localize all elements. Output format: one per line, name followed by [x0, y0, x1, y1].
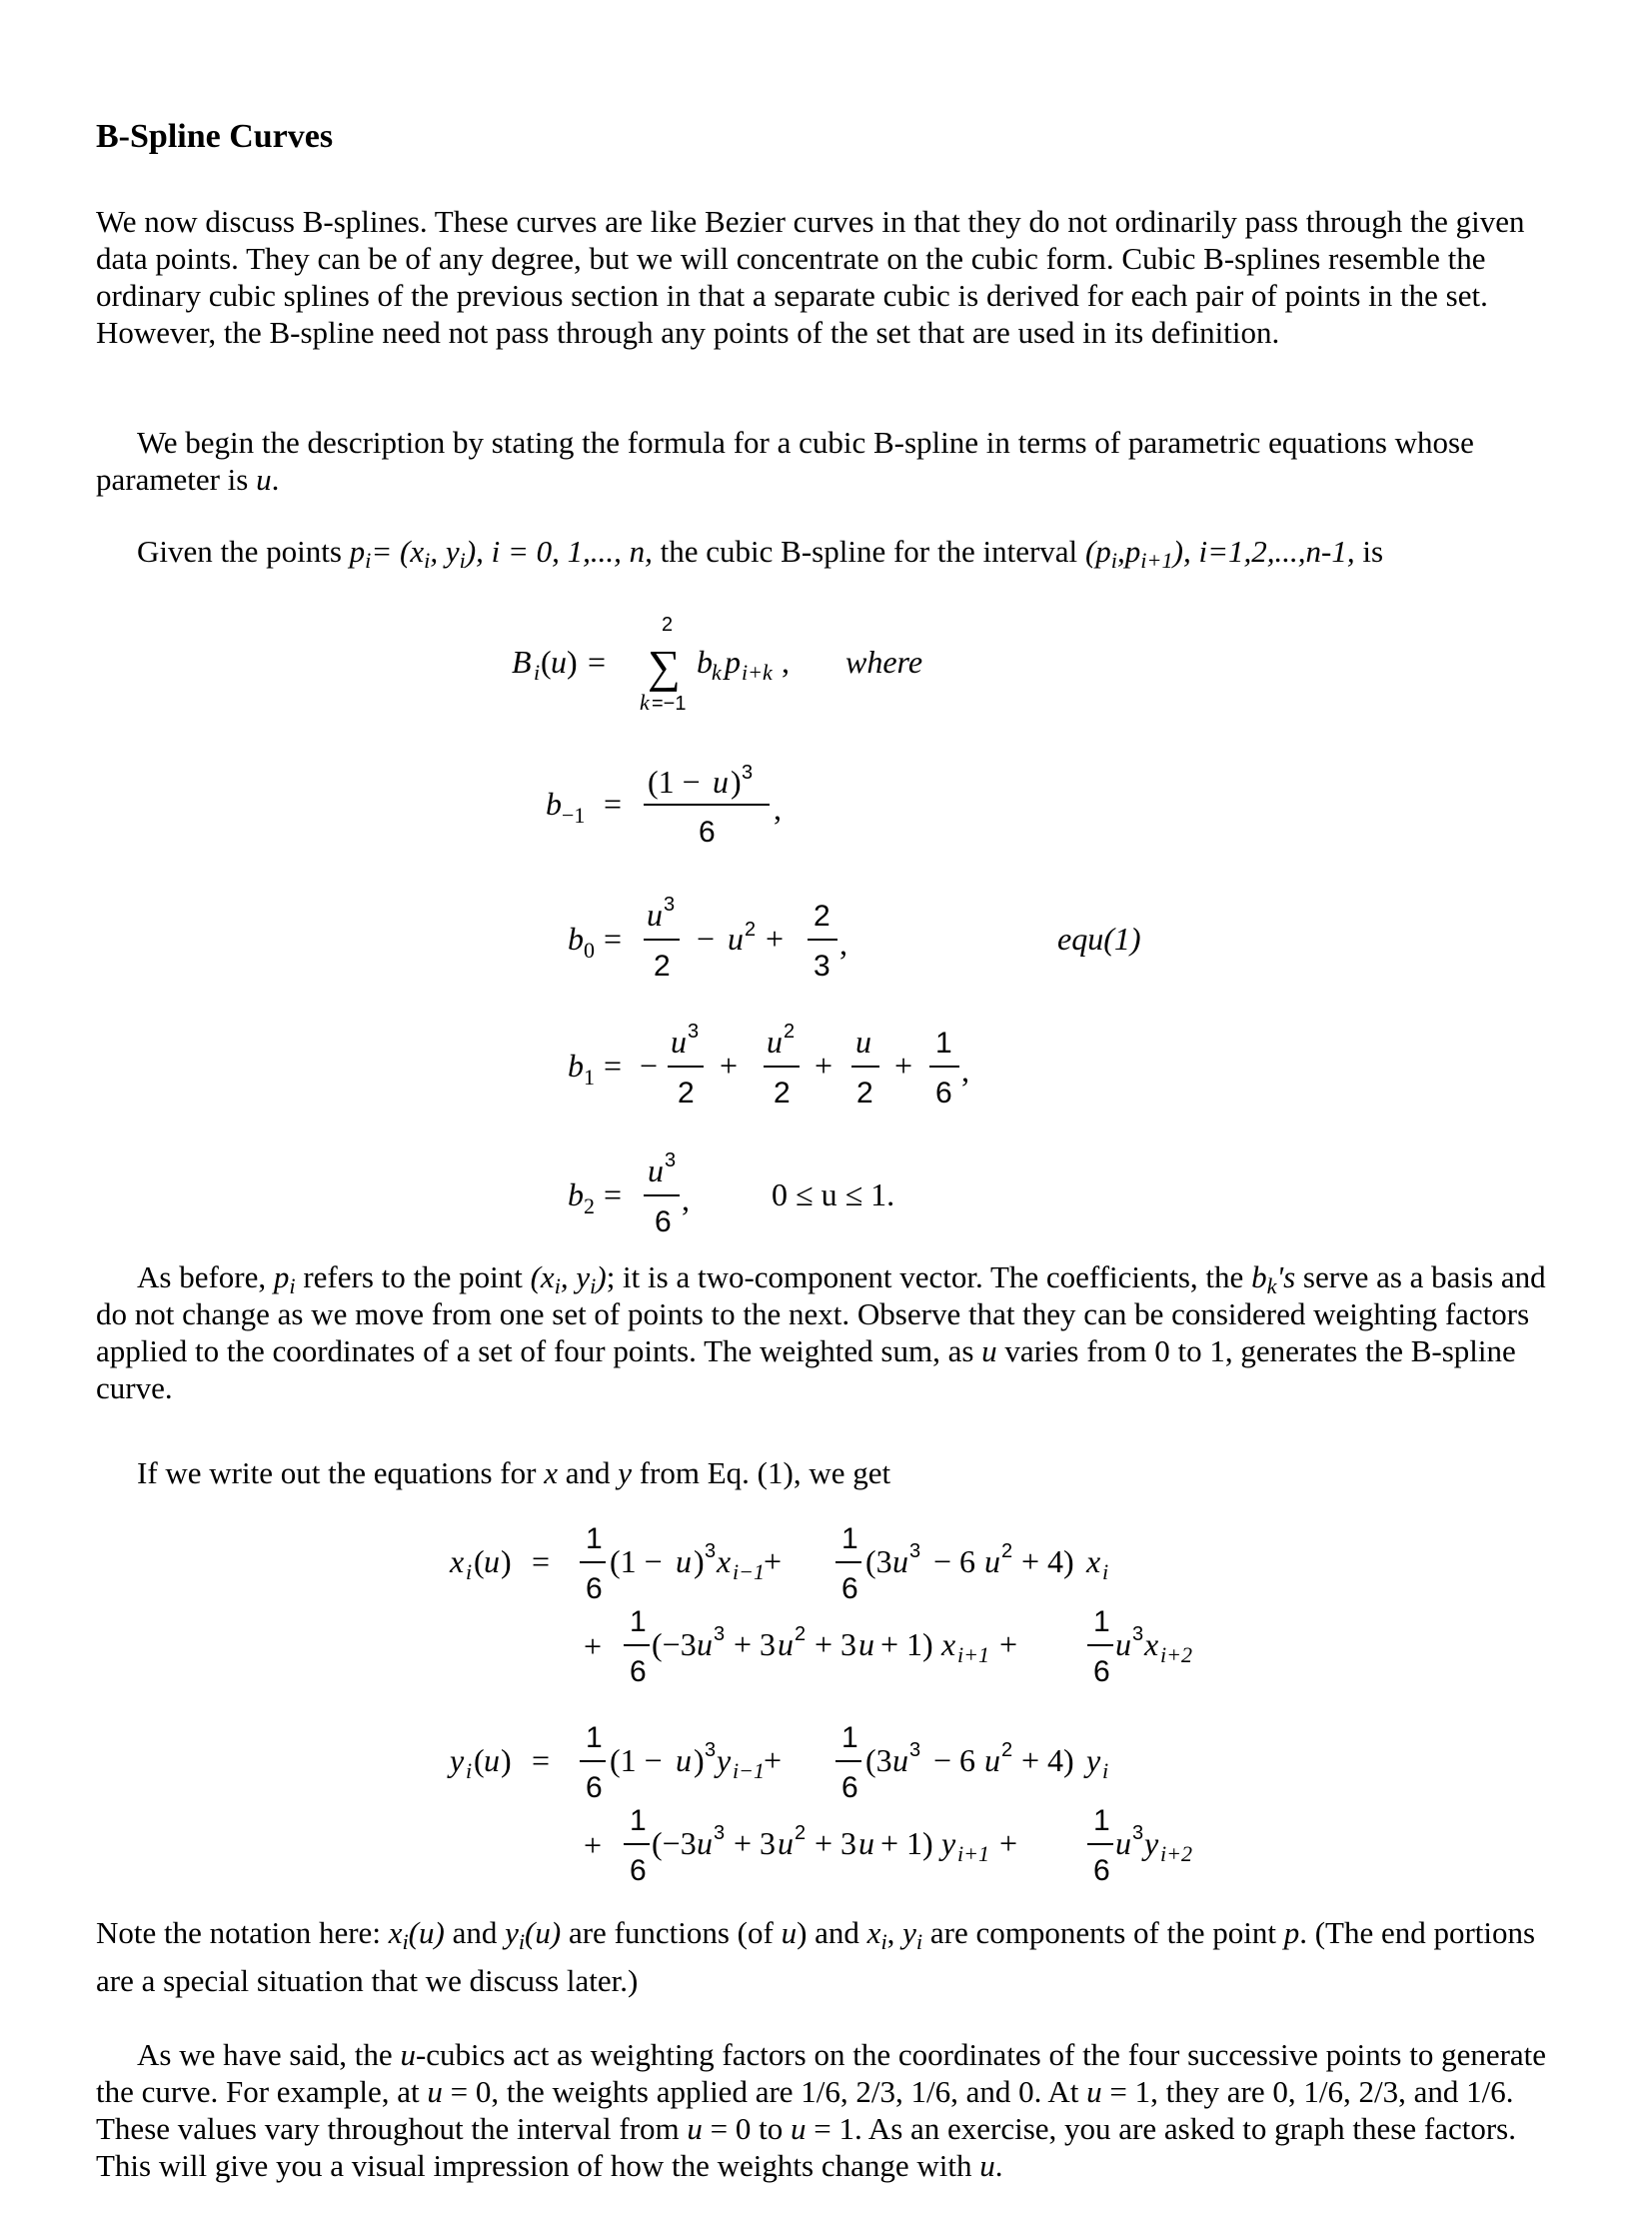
svg-text:u: u — [778, 1626, 794, 1662]
svg-text:2: 2 — [662, 614, 674, 636]
svg-text:=: = — [604, 786, 623, 822]
svg-text:i: i — [1102, 1559, 1109, 1584]
svg-text:i: i — [1102, 1758, 1109, 1783]
svg-text:3: 3 — [665, 1149, 677, 1171]
svg-text:=: = — [532, 1742, 551, 1778]
svg-text:1: 1 — [1093, 1804, 1110, 1837]
svg-text:2: 2 — [795, 1822, 807, 1844]
svg-text:p: p — [725, 644, 741, 680]
svg-text:+: + — [999, 1626, 1018, 1662]
svg-text:x: x — [941, 1626, 956, 1662]
svg-text:2: 2 — [856, 1077, 873, 1110]
svg-text:6: 6 — [841, 1771, 858, 1804]
y-component-equation — [447, 1721, 1192, 1887]
x-component-equation — [449, 1522, 1192, 1688]
svg-text:3: 3 — [688, 1021, 700, 1043]
svg-text:3: 3 — [742, 762, 754, 784]
svg-text:u: u — [858, 1626, 874, 1662]
svg-text:k: k — [712, 660, 722, 685]
svg-text:(1 −: (1 − — [648, 764, 701, 800]
svg-text:+: + — [999, 1825, 1018, 1861]
svg-text:∑: ∑ — [648, 641, 681, 692]
svg-text:(1 −: (1 − — [610, 1543, 663, 1579]
svg-text:u: u — [984, 1543, 1000, 1579]
svg-text:3: 3 — [714, 1822, 726, 1844]
svg-text:i: i — [466, 1758, 473, 1783]
svg-text:u: u — [697, 1626, 713, 1662]
svg-text:u: u — [892, 1543, 908, 1579]
svg-text:u: u — [647, 897, 663, 933]
svg-text:+: + — [584, 1628, 603, 1664]
svg-text:x: x — [1086, 1543, 1101, 1579]
svg-text:u: u — [676, 1742, 692, 1778]
svg-text:u: u — [671, 1024, 687, 1060]
svg-text:2: 2 — [745, 919, 757, 941]
svg-text:u: u — [728, 921, 744, 957]
svg-text:−: − — [697, 921, 716, 957]
svg-text:i: i — [466, 1559, 473, 1584]
svg-text:u: u — [484, 1742, 500, 1778]
svg-text:2: 2 — [774, 1077, 791, 1110]
svg-text:b: b — [568, 1176, 584, 1212]
paragraph-given-points: Given the points $p_i= (x_i$, $y_i$), i = 0, 1,..., n, the cubic B-spline for the interval $(p_i,p_{i+1})$, i=1,2,...,n-1, is — [137, 534, 1384, 574]
svg-text:y: y — [1144, 1825, 1159, 1861]
svg-text:6: 6 — [655, 1205, 672, 1238]
svg-text:i+2: i+2 — [1160, 1841, 1192, 1866]
paragraph-as-before: As before, $p_i$ refers to the point ($x_i$, $y_i$); it is a two-component vector. The coefficients, the $b_k's$ serve as a basis and do not change as we move from one set of points to the next. Observe that they can be considered weighting factors applied to the coordinates of a set of four points. The weighted sum, as u varies from 0 to 1, generates the B-spline curve. — [96, 1259, 1546, 1405]
svg-text:y: y — [941, 1825, 956, 1861]
svg-text:3: 3 — [705, 1540, 717, 1562]
svg-text:y: y — [717, 1742, 732, 1778]
page-title: B-Spline Curves — [96, 118, 334, 155]
svg-text:0 ≤ u ≤ 1.: 0 ≤ u ≤ 1. — [772, 1176, 895, 1212]
svg-text:i−1: i−1 — [733, 1559, 765, 1584]
paragraph-notation: Note the notation here: $x_i(u)$ and $y_i(u)$ are functions (of u) and $x_i$, $y_i$ are components of the point p. (The end portions are a special situation that we discuss later.) — [96, 1915, 1536, 1998]
svg-text:b: b — [697, 644, 713, 680]
svg-text:3: 3 — [909, 1540, 921, 1562]
svg-text:b: b — [546, 786, 562, 822]
svg-text:k: k — [640, 690, 650, 715]
svg-text:6: 6 — [841, 1572, 858, 1605]
paragraph-weights: As we have said, the u-cubics act as weighting factors on the coordinates of the four successive points to generate the curve. For example, at u = 0, the weights applied are 1/6, 2/3, 1/6, and 0. At u = 1, they are 0, 1/6, 2/3, and 1/6. These values vary throughout the interval from u = 0 to u = 1. As an exercise, you are asked to graph these factors. This will give you a visual impression of how the weights change with u. — [96, 2037, 1547, 2183]
svg-text:): ) — [567, 644, 578, 680]
svg-text:+: + — [764, 1742, 783, 1778]
svg-text:(: ( — [474, 1543, 485, 1579]
svg-text:2: 2 — [584, 1193, 595, 1218]
svg-text:−1: −1 — [562, 803, 586, 828]
svg-text:(3: (3 — [865, 1543, 892, 1579]
svg-text:3: 3 — [909, 1739, 921, 1761]
svg-text:1: 1 — [586, 1522, 603, 1555]
svg-text:+ 1): + 1) — [880, 1825, 933, 1861]
svg-text:+: + — [764, 1543, 783, 1579]
paragraph-description: We begin the description by stating the formula for a cubic B-spline in terms of parametric equations whose parameter is u. — [96, 425, 1474, 497]
svg-text:3: 3 — [714, 1623, 726, 1645]
paragraph-intro: We now discuss B-splines. These curves are like Bezier curves in that they do not ordinarily pass through the given data points. They can be of any degree, but we will concentrate on the cubic form. Cubic B-splines resemble the ordinary cubic splines of the previous section in that a separate cubic is derived for each pair of points in the set. However, the B-spline need not pass through any points of the set that are used in its definition. — [96, 204, 1525, 350]
svg-text:+ 3: + 3 — [815, 1825, 857, 1861]
svg-text:u: u — [484, 1543, 500, 1579]
svg-text:i+k: i+k — [742, 660, 773, 685]
svg-text:1: 1 — [630, 1605, 647, 1638]
svg-text:=−1: =−1 — [652, 693, 687, 715]
svg-text:u: u — [892, 1742, 908, 1778]
svg-text:−: − — [640, 1048, 659, 1084]
svg-text:2: 2 — [678, 1077, 695, 1110]
svg-text:u: u — [713, 764, 729, 800]
svg-text:6: 6 — [630, 1655, 647, 1688]
svg-text:u: u — [697, 1825, 713, 1861]
svg-text:u: u — [778, 1825, 794, 1861]
svg-text:u: u — [855, 1024, 871, 1060]
svg-text:1: 1 — [841, 1721, 858, 1754]
svg-text:b: b — [568, 921, 584, 957]
svg-text:b: b — [568, 1048, 584, 1084]
svg-text:6: 6 — [699, 816, 716, 849]
svg-text:(−3: (−3 — [652, 1626, 697, 1662]
svg-text:=: = — [604, 1176, 623, 1212]
svg-text:+: + — [894, 1048, 913, 1084]
svg-text:(1 −: (1 − — [610, 1742, 663, 1778]
svg-text:− 6: − 6 — [933, 1543, 976, 1579]
svg-text:=: = — [588, 644, 607, 680]
svg-text:6: 6 — [586, 1771, 603, 1804]
svg-text:1: 1 — [935, 1027, 952, 1060]
svg-text:+ 3: + 3 — [734, 1825, 777, 1861]
svg-text:u: u — [858, 1825, 874, 1861]
svg-text:x: x — [1144, 1626, 1159, 1662]
svg-text:6: 6 — [630, 1854, 647, 1887]
svg-text:+: + — [584, 1827, 603, 1863]
svg-text:=: = — [604, 1048, 623, 1084]
svg-text:i+1: i+1 — [957, 1841, 989, 1866]
svg-text:1: 1 — [584, 1065, 595, 1090]
svg-text:− 6: − 6 — [933, 1742, 976, 1778]
svg-text:i+2: i+2 — [1160, 1642, 1192, 1667]
svg-text:2: 2 — [784, 1021, 796, 1043]
svg-text:+ 4): + 4) — [1021, 1543, 1074, 1579]
paragraph-write-out: If we write out the equations for x and y from Eq. (1), we get — [137, 1455, 891, 1490]
svg-text:y: y — [450, 1742, 465, 1778]
svg-text:i−1: i−1 — [733, 1758, 765, 1783]
svg-text:+: + — [815, 1048, 833, 1084]
svg-text:x: x — [450, 1543, 465, 1579]
svg-text:where: where — [845, 644, 923, 680]
svg-text:(: ( — [541, 644, 552, 680]
svg-text:2: 2 — [814, 900, 830, 933]
svg-text:y: y — [1086, 1742, 1101, 1778]
svg-text:+: + — [766, 921, 785, 957]
svg-text:i+1: i+1 — [957, 1642, 989, 1667]
svg-text:3: 3 — [705, 1739, 717, 1761]
svg-text:+ 4): + 4) — [1021, 1742, 1074, 1778]
svg-text:2: 2 — [1001, 1540, 1013, 1562]
svg-text:1: 1 — [841, 1522, 858, 1555]
svg-text:1: 1 — [1093, 1605, 1110, 1638]
svg-text:u: u — [648, 1152, 664, 1188]
svg-text:+: + — [720, 1048, 739, 1084]
svg-text:1: 1 — [586, 1721, 603, 1754]
svg-text:): ) — [501, 1742, 512, 1778]
svg-text:u: u — [767, 1024, 783, 1060]
svg-text:2: 2 — [795, 1623, 807, 1645]
svg-text:(: ( — [474, 1742, 485, 1778]
svg-text:2: 2 — [1001, 1739, 1013, 1761]
svg-text:(−3: (−3 — [652, 1825, 697, 1861]
svg-text:3: 3 — [664, 894, 676, 916]
svg-text:=: = — [604, 921, 623, 957]
svg-text:): ) — [731, 764, 742, 800]
svg-text:u: u — [1115, 1626, 1131, 1662]
svg-text:u: u — [676, 1543, 692, 1579]
svg-text:=: = — [532, 1543, 551, 1579]
svg-text:u: u — [551, 644, 567, 680]
svg-text:B: B — [512, 644, 532, 680]
svg-text:6: 6 — [1093, 1854, 1110, 1887]
svg-text:): ) — [694, 1742, 705, 1778]
svg-text:u: u — [984, 1742, 1000, 1778]
svg-text:,: , — [782, 644, 790, 680]
svg-text:+ 3: + 3 — [815, 1626, 857, 1662]
svg-text:): ) — [694, 1543, 705, 1579]
svg-text:x: x — [717, 1543, 732, 1579]
svg-text:i: i — [534, 660, 541, 685]
svg-text:1: 1 — [630, 1804, 647, 1837]
svg-text:): ) — [501, 1543, 512, 1579]
svg-text:6: 6 — [1093, 1655, 1110, 1688]
svg-text:u: u — [1115, 1825, 1131, 1861]
svg-text:equ(1): equ(1) — [1057, 921, 1141, 957]
svg-text:6: 6 — [935, 1077, 952, 1110]
svg-text:,: , — [682, 1181, 690, 1217]
svg-text:+ 3: + 3 — [734, 1626, 777, 1662]
svg-text:,: , — [961, 1053, 969, 1089]
svg-text:3: 3 — [1132, 1822, 1144, 1844]
svg-text:,: , — [774, 791, 782, 827]
svg-text:3: 3 — [814, 950, 830, 983]
svg-text:3: 3 — [1132, 1623, 1144, 1645]
svg-text:(3: (3 — [865, 1742, 892, 1778]
svg-text:2: 2 — [654, 950, 671, 983]
svg-text:0: 0 — [584, 938, 595, 963]
svg-text:+ 1): + 1) — [880, 1626, 933, 1662]
svg-text:6: 6 — [586, 1572, 603, 1605]
svg-text:,: , — [839, 926, 847, 962]
